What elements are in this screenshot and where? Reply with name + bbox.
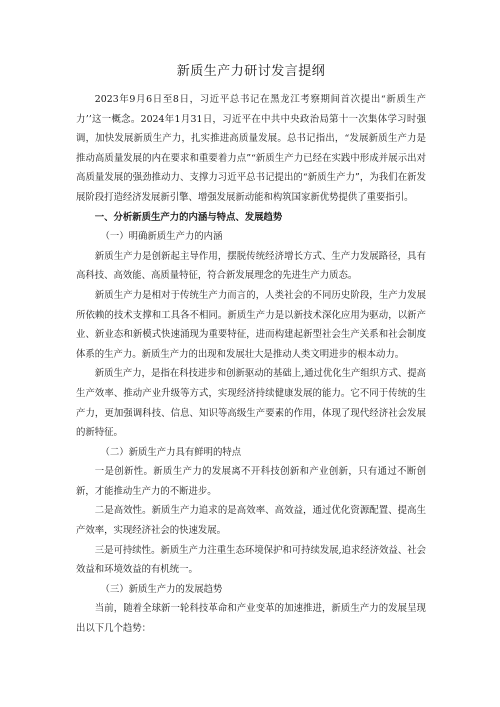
- paragraph-efficiency: 二是高效性。新质生产力追求的是高效率、高效益，通过优化资源配置、提高生产效率，实现经济社会的快速发展。: [76, 505, 426, 537]
- paragraph-sustainability: 三是可持续性。新质生产力注重生态环境保护和可持续发展,追求经济效益、社会效益和环境效益的有机统一。: [76, 544, 426, 576]
- paragraph-innovation: 一是创新性。新质生产力的发展离不开科技创新和产业创新，只有通过不断创新，才能推动生产力的不断进步。: [76, 466, 426, 497]
- paragraph-trends: 当前，随着全球新一轮科技革命和产业变革的加速推进，新质生产力的发展呈现出以下几个趋势：: [76, 603, 426, 635]
- section-heading-1: 一、分析新质生产力的内涵与特点、发展趋势: [94, 211, 283, 223]
- intro-paragraph: 2023年9月6日至8日，习近平总书记在黑龙江考察期间首次提出“新质生产力’’这一概念。2024年1月31日，习近平在中共中央政治局第十一次集体学习时强调，加快发展新质生产力，扎实推进高质量发展。总书记指出，“发展新质生产力是推动高质量发展的内在要求和重要着力点”“新质生产力已经在实践中形成并展示出对高质量发展的强劲推动力、支撑力习近平总书记提出的“新质生产力”，为我们在新发展阶段打造经济发展新引擎、增强发展新动能和构筑国家新优势提供了重要指引。: [76, 94, 426, 203]
- subsection-heading-2: （二）新质生产力具有鲜明的特点: [100, 446, 242, 458]
- document-title: 新质生产力研讨发言提纲: [176, 64, 326, 79]
- paragraph-capability: 新质生产力，是指在科技进步和创新驱动的基础上,通过优化生产组织方式、提高生产效率、推动产业升级等方式，实现经济持续健康发展的能力。它不同于传统的生产力，更加强调科技、信息、知识等高级生产要素的作用，体现了现代经济社会发展的新特征。: [76, 368, 426, 439]
- subsection-heading-1: （一）明确新质生产力的内涵: [100, 231, 223, 243]
- paragraph-definition: 新质生产力是创新起主导作用，摆脱传统经济增长方式、生产力发展路径，具有高科技、高效能、高质量特征，符合新发展理念的先进生产力质态。: [76, 250, 426, 282]
- paragraph-comparison: 新质生产力是相对于传统生产力而言的，人类社会的不同历史阶段，生产力发展所依赖的技术支撑和工具各不相同。新质生产力是以新技术深化应用为驱动，以新产业、新业态和新模式快速涌现为重要特征，进而构建起新型社会生产关系和社会制度体系的生产力。新质生产力的出现和发展壮大是推动人类文明进步的根本动力。: [76, 289, 426, 360]
- subsection-heading-3: （三）新质生产力的发展趋势: [100, 583, 223, 595]
